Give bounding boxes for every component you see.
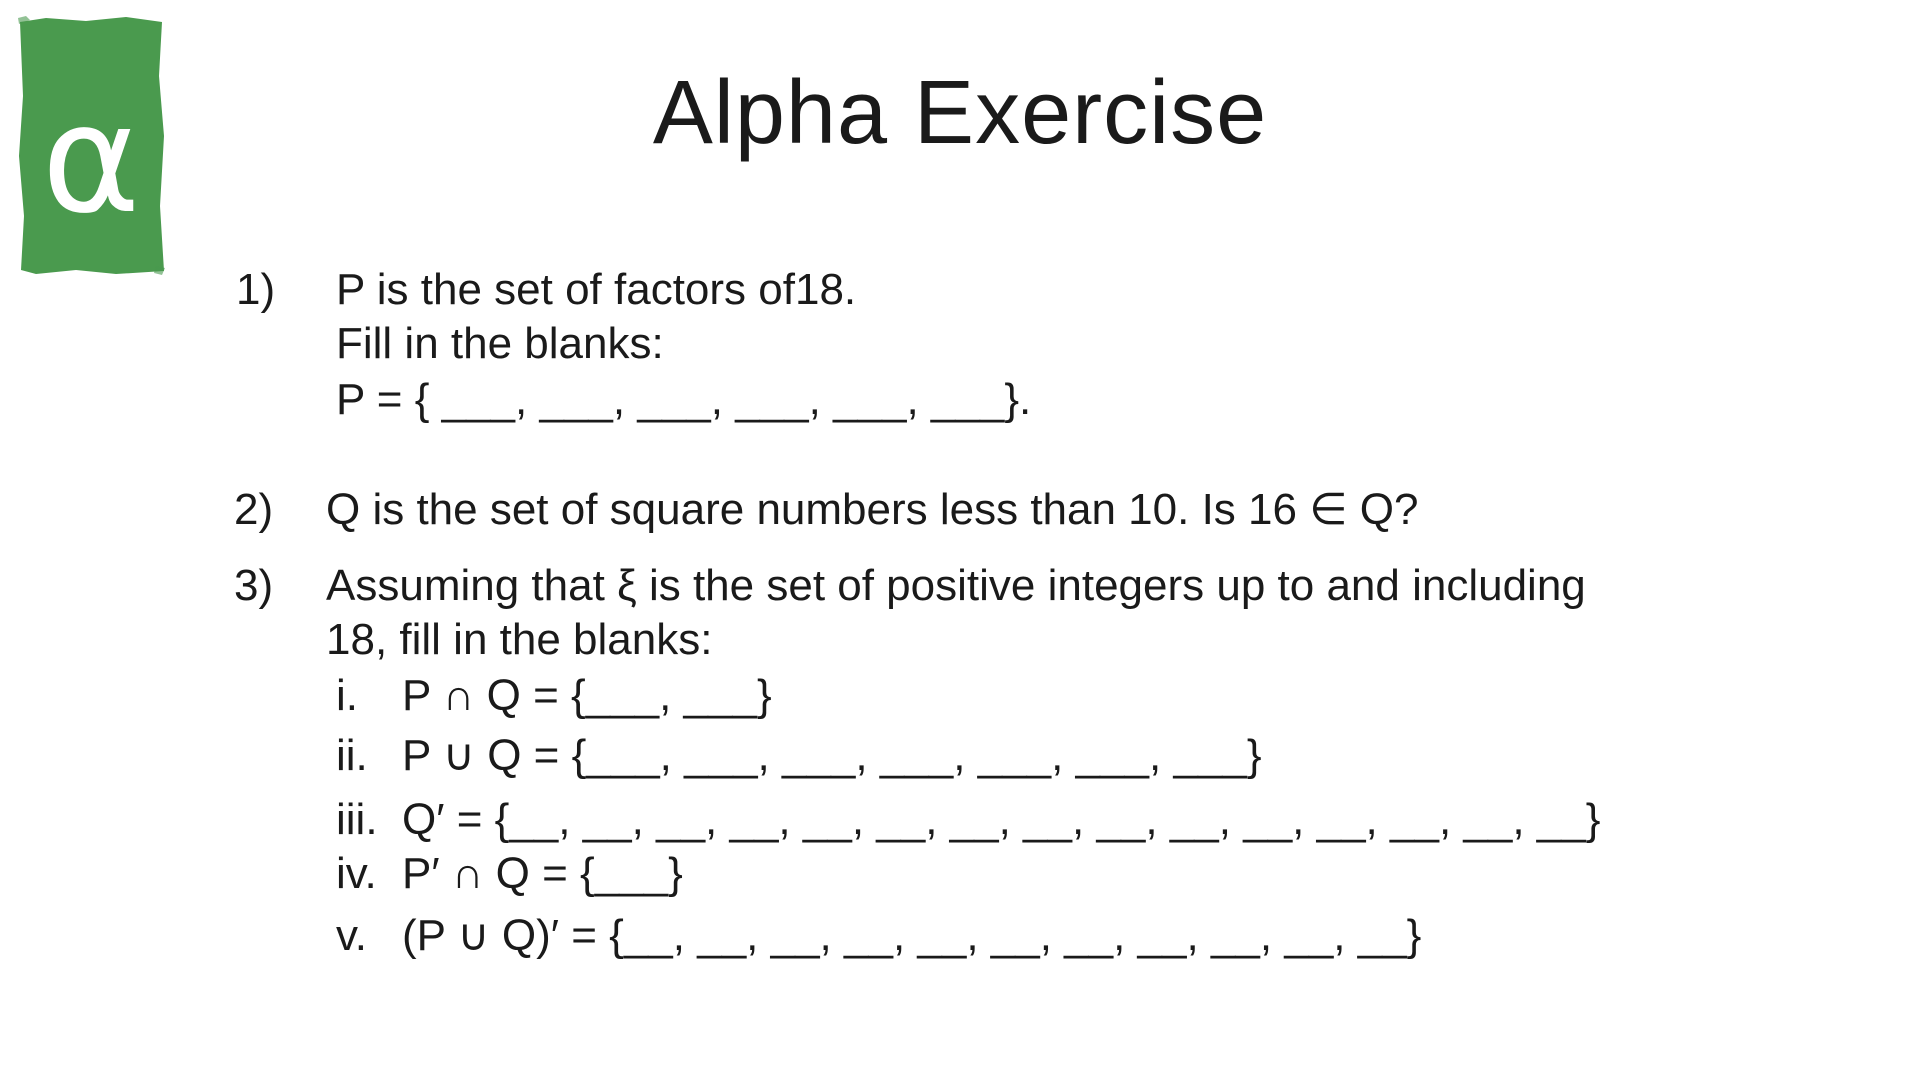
q3-part-label: v. [336,911,367,960]
q3-part-text: P ∪ Q = {___, ___, ___, ___, ___, ___, ___} [402,731,1262,780]
q1-line-1: P is the set of factors of18. [336,265,857,314]
q3-line-2: 18, fill in the blanks: [326,615,713,664]
q2-text: Q is the set of square numbers less than 10. Is 16 ∈ Q? [326,485,1419,534]
q3-part-text: P ∩ Q = {___, ___} [402,671,772,720]
q3-part-label: i. [336,671,358,720]
q3-part-label: iv. [336,849,377,898]
q3-part-text: Q′ = {__, __, __, __, __, __, __, __, __, __, __, __, __, __, __} [402,795,1601,844]
q1-number: 1) [236,265,276,314]
slide-title: Alpha Exercise [652,63,1268,163]
q1-line-3: P = { ___, ___, ___, ___, ___, ___}. [336,375,1032,424]
q3-part-text: (P ∪ Q)′ = {__, __, __, __, __, __, __, __, __, __, __} [402,911,1422,960]
q3-line-1: Assuming that ξ is the set of positive integers up to and including [326,561,1586,610]
alpha-logo-letter: α [41,73,141,247]
q3-part-label: ii. [336,731,368,780]
q3-number: 3) [234,561,274,610]
q3-part-label: iii. [336,795,378,844]
q3-part-text: P′ ∩ Q = {___} [402,849,683,898]
q2-number: 2) [234,485,274,534]
q1-line-2: Fill in the blanks: [336,319,664,368]
